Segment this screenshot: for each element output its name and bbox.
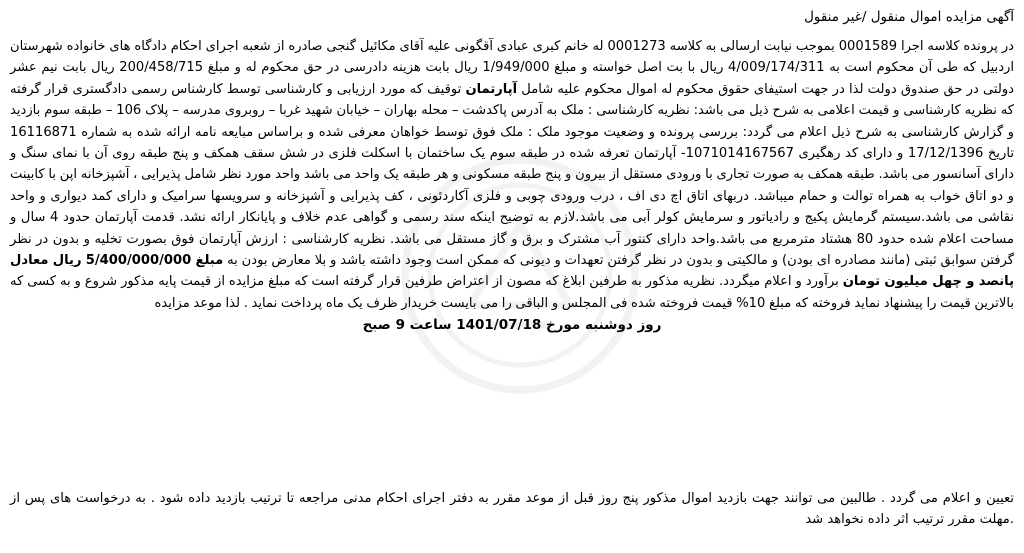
- notice-body: [10, 36, 1014, 314]
- notice-footer: تعیین و اعلام می گردد . طالبین می توانند جهت بازدید اموال مذکور پنج روز قبل از موعد مقرر به دفتر اجرای احکام مدنی مراجعه تا ترتیب بازدید داده شود . به درخواست های پس از مهلت مقرر ترتیب اثر داده نخواهد شد.: [10, 491, 1014, 528]
- notice-heading: آگهی مزایده اموال منقول /غیر منقول: [804, 9, 1014, 25]
- appraised-price: مبلغ 5/400/000/000 ریال معادل پانصد و چهل میلیون تومان: [10, 253, 1014, 290]
- body-text-part-2: توقیف که مورد ارزیابی و کارشناسی توسط کارشناس رسمی دادگستری قرار گرفته که نظریه کارشناسی و قیمت اعلامی به شرح ذیل می باشد: نظریه کارشناسی : ملک به آدرس پاکدشت – محله بهاران – خیابان شهید غربا – روبروی مدرسه – پلاک 106 – طبقه سوم بازدید و گزارش کارشناسی به شرح ذیل اعلام می گردد: بررسی پرونده و وضعیت موجود ملک : ملک فوق توسط خواهان معرفی شده و براساس مبایعه نامه ارائه شده به شماره 16116871 تاریخ 17/12/1396 و دارای کد رهگیری 1071014167567- آپارتمان تعرفه شده در طبقه سوم یک ساختمان با اسکلت فلزی در شش سقف همکف و پنج طبقه روی آن با نمای سنگ و دارای آسانسور می باشد. طبقه همکف به صورت تجاری با ورودی مستقل از بیرون و پنج طبقه مسکونی و هر طبقه یک واحد می باشد واحد مورد نظر شامل پذیرایی ، آشپزخانه اپن با کابینت و دو اتاق خواب به همراه توالت و حمام میباشد. دربهای اتاق اچ دی اف ، درب ورودی چوبی و فلزی آکاردئونی ، کف پذیرایی و آشپزخانه و سرویسها سرامیک و دارای کمد دیواری و واحد نقاشی می باشد.سیستم گرمایش پکیج و رادیاتور و سرمایش کولر آبی می باشد.لازم به توضیح اینکه سند رسمی و گواهی عدم خلاف و پایانکار ارائه نشد. قدمت آپارتمان حدود 4 سال و مساحت اعلام شده حدود 80 هشتاد مترمربع می باشد.واحد دارای کنتور آب مشترک و برق و گاز مستقل می باشد. نظریه کارشناسی : ارزش آپارتمان فوق بصورت تخلیه و بدون در نظر گرفتن سوابق ثبتی (مانند مصادره ای بودن) و مالکیتی و بدون در نظر گرفتن تعهدات و دیونی که ممکن است وجود داشته باشد و بلا معارض بودن به: [10, 81, 1015, 269]
- body-text-part-3: برآورد و اعلام میگردد. نظریه مذکور به طرفین ابلاغ که مصون از اعتراض طرفین قرار گرفته است که مبلغ مزایده از قیمت پایه مذکور شروع و به کسی که بالاترین قیمت را پیشنهاد نماید فروخته که مبلغ 10% قیمت فروخته شده فی المجلس و الباقی را می بایست خریدار ظرف یک ماه پرداخت نماید . لذا موعد مزایده: [10, 274, 1014, 311]
- auction-date: روز دوشنبه مورخ 1401/07/18 ساعت 9 صبح: [362, 317, 662, 334]
- body-text-part-1: در پرونده کلاسه اجرا 0001589 بموجب نیابت ارسالی به کلاسه 0001273 له خانم کبری عبادی آقگونی علیه آقای مکائیل گنجی صادره از شعبه اجرای احکام دادگاه های خانواده شهرستان اردبیل که طی آن محکوم است به 4/009/174/311 ریال با بت اصل خواسته و مبلغ 1/949/000 ریال بابت هزینه دادرسی در حق محکوم له و مبلغ 200/458/715 ریال بابت نیم عشر دولتی در حق صندوق دولت لذا در جهت استیفای حقوق محکوم له اموال محکوم علیه شامل: [10, 39, 1014, 97]
- property-type: آپارتمان: [465, 81, 518, 97]
